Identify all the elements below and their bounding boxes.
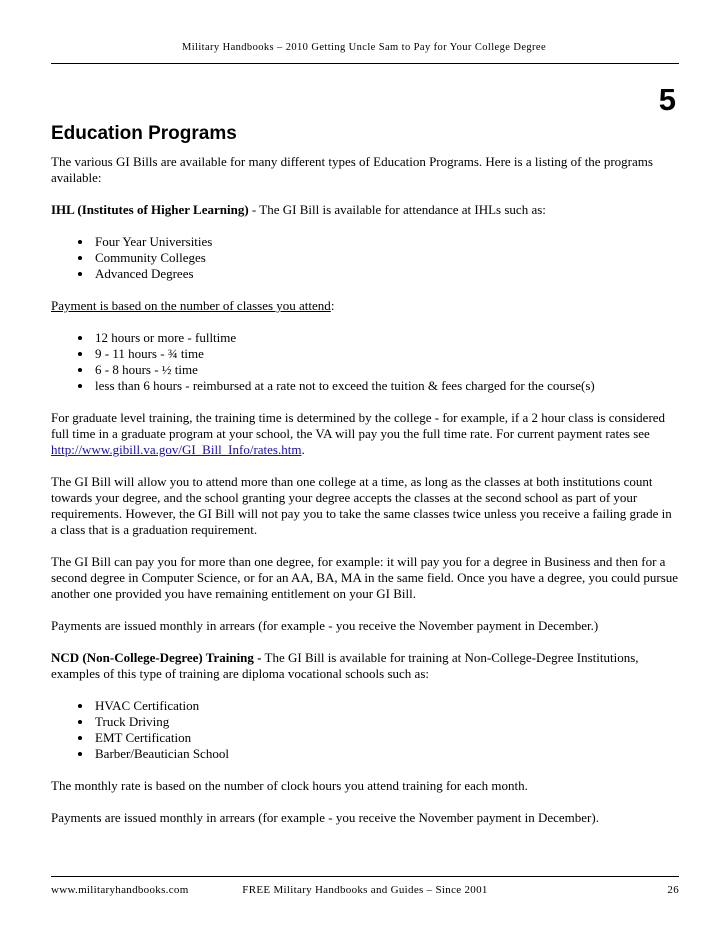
ihl-text: - The GI Bill is available for attendance at IHLs such as: bbox=[248, 202, 546, 217]
arrears-paragraph: Payments are issued monthly in arrears (for example - you receive the November payment in December.) bbox=[51, 618, 599, 633]
graduate-text: For graduate level training, the training time is determined by the college - for example, if a 2 hour class is considered full time in a graduate program at your school, the VA will pay you the full time rate. For current payment rates see bbox=[51, 410, 666, 441]
arrears-paragraph-2: Payments are issued monthly in arrears (for example - you receive the November payment in December). bbox=[51, 810, 599, 825]
list-item: • EMT Certification bbox=[93, 730, 679, 746]
list-item: • Advanced Degrees bbox=[93, 266, 679, 282]
payment-paragraph bbox=[51, 298, 679, 314]
list-item: • 12 hours or more - fulltime bbox=[93, 330, 679, 346]
list-item: • Barber/Beautician School bbox=[93, 746, 679, 762]
list-item: • 6 - 8 hours - ½ time bbox=[93, 362, 679, 378]
list-item: • 9 - 11 hours - ¾ time bbox=[93, 346, 679, 362]
footer-tagline: FREE Military Handbooks and Guides – Since 2001 bbox=[242, 884, 488, 896]
multiple-colleges-paragraph: The GI Bill will allow you to attend more than one college at a time, as long as the classes at both institutions count towards your degree, and the school granting your degree accepts the classes at the second school as part of your requirements. However, the GI Bill will not pay you to take the same classes twice unless you receive a failing grade in a class that is a graduation requirement. bbox=[51, 474, 672, 537]
ihl-list bbox=[51, 234, 679, 282]
ncd-list bbox=[51, 698, 679, 762]
payment-list bbox=[51, 330, 679, 394]
multiple-degrees-paragraph: The GI Bill can pay you for more than one degree, for example: it will pay you for a degree in Business and then for a second degree in Computer Science, or for an AA, BA, MA in the same field. Once you have a degree, you could pursue another one provided you have remaining entitlement on your GI Bill. bbox=[51, 554, 679, 601]
page-number: 26 bbox=[667, 884, 679, 896]
monthly-rate-paragraph: The monthly rate is based on the number of clock hours you attend training for each month. bbox=[51, 778, 528, 793]
running-header: Military Handbooks – 2010 Getting Uncle Sam to Pay for Your College Degree bbox=[181, 42, 547, 53]
footer-rule bbox=[51, 876, 679, 877]
ihl-heading: IHL (Institutes of Higher Learning) bbox=[51, 202, 249, 217]
graduate-paragraph bbox=[51, 410, 679, 458]
page-content bbox=[51, 123, 679, 842]
list-item: • Four Year Universities bbox=[93, 234, 679, 250]
header-rule bbox=[51, 63, 679, 64]
list-item: • Truck Driving bbox=[93, 714, 679, 730]
list-item: • less than 6 hours - reimbursed at a rate not to exceed the tuition & fees charged for the course(s) bbox=[93, 378, 679, 394]
page-title: Education Programs bbox=[51, 123, 237, 144]
rates-link[interactable]: http://www.gibill.va.gov/GI_Bill_Info/rates.htm bbox=[51, 442, 302, 457]
ncd-heading: NCD (Non-College-Degree) Training - bbox=[51, 650, 262, 665]
ihl-paragraph bbox=[51, 202, 679, 218]
ncd-text: The GI Bill is available for training at Non-College-Degree Institutions, examples of this type of training are diploma vocational schools such as: bbox=[51, 650, 639, 681]
footer-website: www.militaryhandbooks.com bbox=[51, 884, 189, 896]
payment-underlined: Payment is based on the number of classes you attend bbox=[51, 298, 331, 313]
ncd-paragraph bbox=[51, 650, 679, 682]
list-item: • HVAC Certification bbox=[93, 698, 679, 714]
list-item: • Community Colleges bbox=[93, 250, 679, 266]
payment-suffix: : bbox=[330, 298, 335, 313]
intro-paragraph: The various GI Bills are available for many different types of Education Programs. Here is a listing of the programs available: bbox=[51, 154, 653, 185]
chapter-number: 5 bbox=[658, 82, 676, 117]
graduate-after: . bbox=[301, 442, 305, 457]
